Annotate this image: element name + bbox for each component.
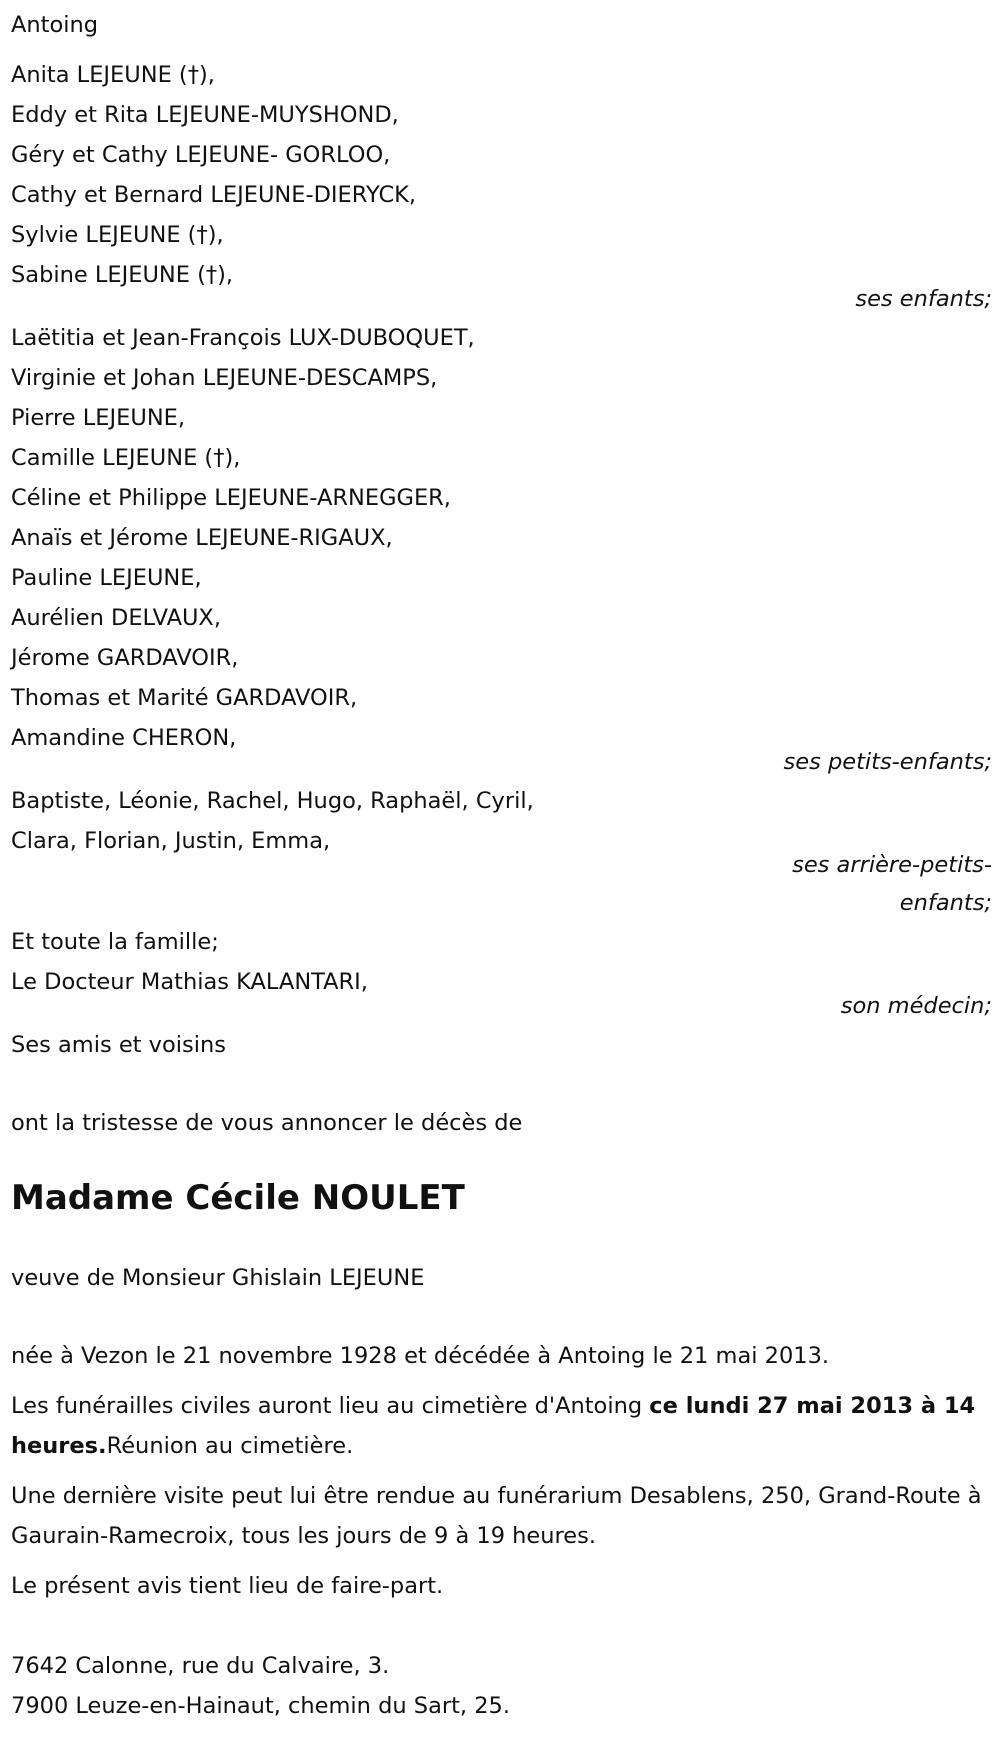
great-grandchildren-role-1: ses arrière-petits- [792, 852, 992, 878]
doctor-role: son médecin; [840, 993, 992, 1019]
grandchild: Pauline LEJEUNE, [11, 565, 202, 591]
address: 7642 Calonne, rue du Calvaire, 3. [11, 1653, 390, 1679]
announcement: ont la tristesse de vous annoncer le décès de [11, 1110, 523, 1136]
address: 7900 Leuze-en-Hainaut, chemin du Sart, 25. [11, 1693, 511, 1719]
child: Sabine LEJEUNE (†), [11, 262, 234, 288]
child: Eddy et Rita LEJEUNE-MUYSHOND, [11, 102, 399, 128]
deceased-name: Madame Cécile NOULET [11, 1178, 465, 1218]
children-list [11, 55, 992, 295]
funeral-text: Les funérailles civiles auront lieu au cimetière d'Antoing [11, 1393, 650, 1419]
grandchild: Amandine CHERON, [11, 725, 237, 751]
visit-info: Une dernière visite peut lui être rendue au funérarium Desablens, 250, Grand-Route à Gaurain-Ramecroix, tous les jours de 9 à 19 heures. [11, 1483, 982, 1549]
funeral-gathering: Réunion au cimetière. [106, 1433, 354, 1459]
obituary [0, 5, 1000, 1726]
birth-death: née à Vezon le 21 novembre 1928 et décédée à Antoing le 21 mai 2013. [11, 1343, 830, 1369]
notice: Le présent avis tient lieu de faire-part. [11, 1573, 444, 1599]
town: Antoing [11, 12, 99, 38]
children-role: ses enfants; [855, 286, 992, 312]
doctor: Le Docteur Mathias KALANTARI, [11, 969, 368, 995]
grandchild: Virginie et Johan LEJEUNE-DESCAMPS, [11, 365, 438, 391]
funeral-date: ce lundi 27 mai 2013 à 14 heures. [11, 1393, 976, 1459]
child: Géry et Cathy LEJEUNE- GORLOO, [11, 142, 391, 168]
friends: Ses amis et voisins [11, 1032, 226, 1058]
grandchildren-list [11, 318, 992, 758]
great-grandchildren: Baptiste, Léonie, Rachel, Hugo, Raphaël, Cyril, [11, 788, 534, 814]
grandchild: Jérome GARDAVOIR, [11, 645, 239, 671]
grandchild: Aurélien DELVAUX, [11, 605, 221, 631]
grandchild: Pierre LEJEUNE, [11, 405, 186, 431]
funeral-info [11, 1386, 992, 1466]
widow-of: veuve de Monsieur Ghislain LEJEUNE [11, 1265, 425, 1291]
child: Anita LEJEUNE (†), [11, 62, 215, 88]
grandchild: Camille LEJEUNE (†), [11, 445, 241, 471]
child: Sylvie LEJEUNE (†), [11, 222, 224, 248]
child: Cathy et Bernard LEJEUNE-DIERYCK, [11, 182, 417, 208]
family: Et toute la famille; [11, 929, 219, 955]
grandchildren-role: ses petits-enfants; [783, 749, 992, 775]
grandchild: Céline et Philippe LEJEUNE-ARNEGGER, [11, 485, 451, 511]
great-grandchildren: Clara, Florian, Justin, Emma, [11, 828, 331, 854]
grandchild: Anaïs et Jérome LEJEUNE-RIGAUX, [11, 525, 393, 551]
great-grandchildren-role-2: enfants; [899, 890, 992, 916]
grandchild: Laëtitia et Jean-François LUX-DUBOQUET, [11, 325, 475, 351]
grandchild: Thomas et Marité GARDAVOIR, [11, 685, 358, 711]
